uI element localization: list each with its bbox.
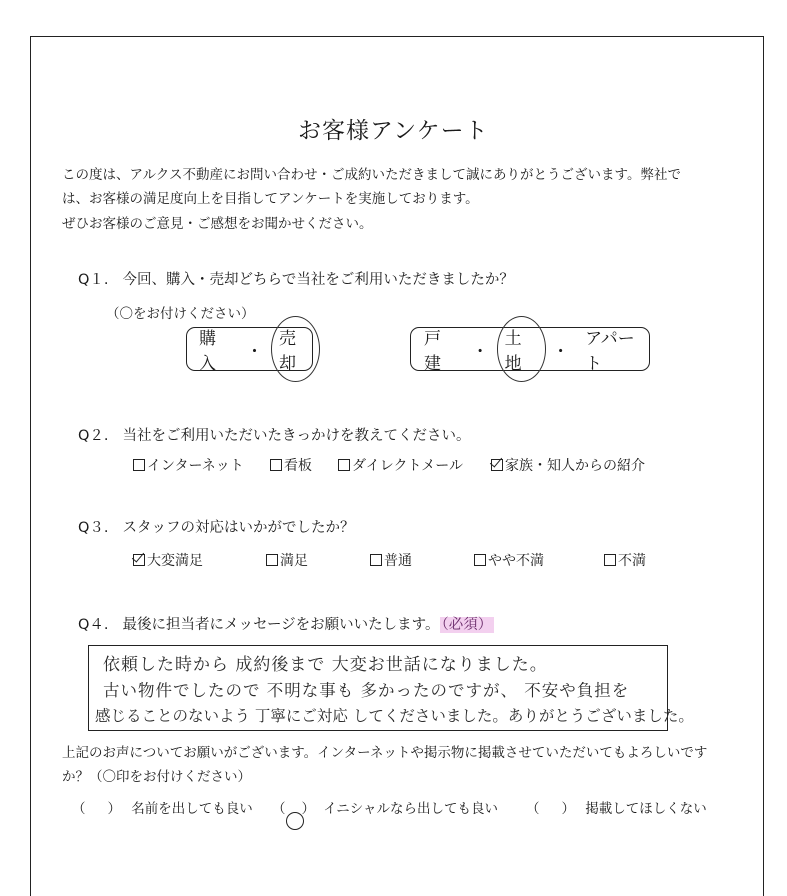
consent-request-line-2: か？（〇印をお付けください）	[62, 769, 251, 785]
question-4-number: Q４.	[78, 617, 109, 633]
question-1-text: 今回、購入・売却どちらで当社をご利用いただきましたか？	[122, 272, 514, 288]
consent-option-initials-ok[interactable]: （ ） イニシャルなら出しても良い	[272, 801, 498, 817]
checkbox-icon	[370, 554, 382, 566]
handwritten-message-line-2: 古い物件でしたので 不明な事も 多かったのですが、 不安や負担を	[103, 681, 630, 700]
consent-option-no-publish[interactable]: （ ） 掲載してほしくない	[526, 801, 707, 817]
checkbox-somewhat-dissatisfied[interactable]: やや不満	[474, 550, 544, 570]
question-3-number: Q３.	[78, 520, 109, 536]
consent-label-initials-ok: イニシャルなら出しても良い	[323, 801, 498, 817]
choice-sale-circled[interactable]: 売却	[277, 324, 312, 374]
checkbox-icon	[474, 554, 486, 566]
question-2-number: Q２.	[78, 428, 109, 444]
question-3	[78, 516, 355, 537]
checkbox-icon	[266, 554, 278, 566]
checkbox-icon	[133, 459, 145, 471]
choice-detached-house[interactable]: 戸建	[424, 329, 441, 374]
checkbox-dissatisfied[interactable]: 不満	[604, 550, 646, 570]
required-marker: （必須）	[441, 617, 493, 633]
choice-purchase[interactable]: 購入	[199, 329, 216, 374]
consent-option-name-ok[interactable]: （ ） 名前を出しても良い	[72, 801, 253, 817]
message-answer-box[interactable]	[88, 645, 694, 731]
intro-line-3: ぜひお客様のご意見・ご感想をお聞かせください。	[62, 216, 373, 232]
handwritten-message-line-1: 依頼した時から 成約後まで 大変お世話になりました。	[103, 655, 548, 675]
choice-separator: ・	[246, 341, 263, 362]
checkbox-direct-mail[interactable]: ダイレクトメール	[338, 455, 463, 475]
question-4-text: 最後に担当者にメッセージをお願いいたします。	[122, 617, 440, 633]
checkbox-checked-icon	[133, 554, 145, 566]
page-title: お客様アンケート	[298, 118, 489, 144]
question-1-note: （〇をお付けください）	[106, 306, 255, 322]
consent-request-line-1: 上記のお声についてお願いがございます。インターネットや掲示物に掲載させていただいてもよろしいです	[62, 745, 708, 761]
checkbox-satisfied[interactable]: 満足	[266, 550, 308, 570]
checkbox-icon	[604, 554, 616, 566]
question-1-number: Q１.	[78, 272, 109, 288]
checkbox-signboard[interactable]: 看板	[270, 455, 312, 475]
choice-separator: ・	[471, 341, 489, 362]
question-2	[78, 424, 471, 445]
question-2-text: 当社をご利用いただいたきっかけを教えてください。	[122, 428, 471, 444]
consent-label-no-publish: 掲載してほしくない	[585, 801, 707, 817]
checkbox-neutral[interactable]: 普通	[370, 550, 412, 570]
question-4	[78, 613, 494, 634]
property-type-choice-box	[410, 327, 650, 374]
purchase-sale-choice-box	[186, 327, 313, 374]
checkbox-icon	[338, 459, 350, 471]
intro-line-1: この度は、アルクス不動産にお問い合わせ・ご成約いただきまして誠にありがとうございます。弊社で	[62, 167, 681, 183]
question-1	[78, 268, 514, 289]
choice-apartment[interactable]: アパート	[585, 329, 635, 374]
checkbox-very-satisfied[interactable]: 大変満足	[133, 550, 203, 570]
question-3-text: スタッフの対応はいかがでしたか？	[122, 520, 355, 536]
intro-line-2: は、お客様の満足度向上を目指してアンケートを実施しております。	[62, 191, 479, 207]
checkbox-family-referral[interactable]: 家族・知人からの紹介	[491, 455, 645, 475]
checkbox-checked-icon	[491, 459, 503, 471]
handwritten-message-line-3: 感じることのないよう 丁寧にご対応 してくださいました。ありがとうございました。	[95, 707, 694, 725]
checkbox-internet[interactable]: インターネット	[133, 455, 244, 475]
checkbox-icon	[270, 459, 282, 471]
consent-label-name-ok: 名前を出しても良い	[131, 801, 253, 817]
choice-separator: ・	[552, 341, 570, 362]
choice-land-circled[interactable]: 土地	[503, 324, 539, 374]
